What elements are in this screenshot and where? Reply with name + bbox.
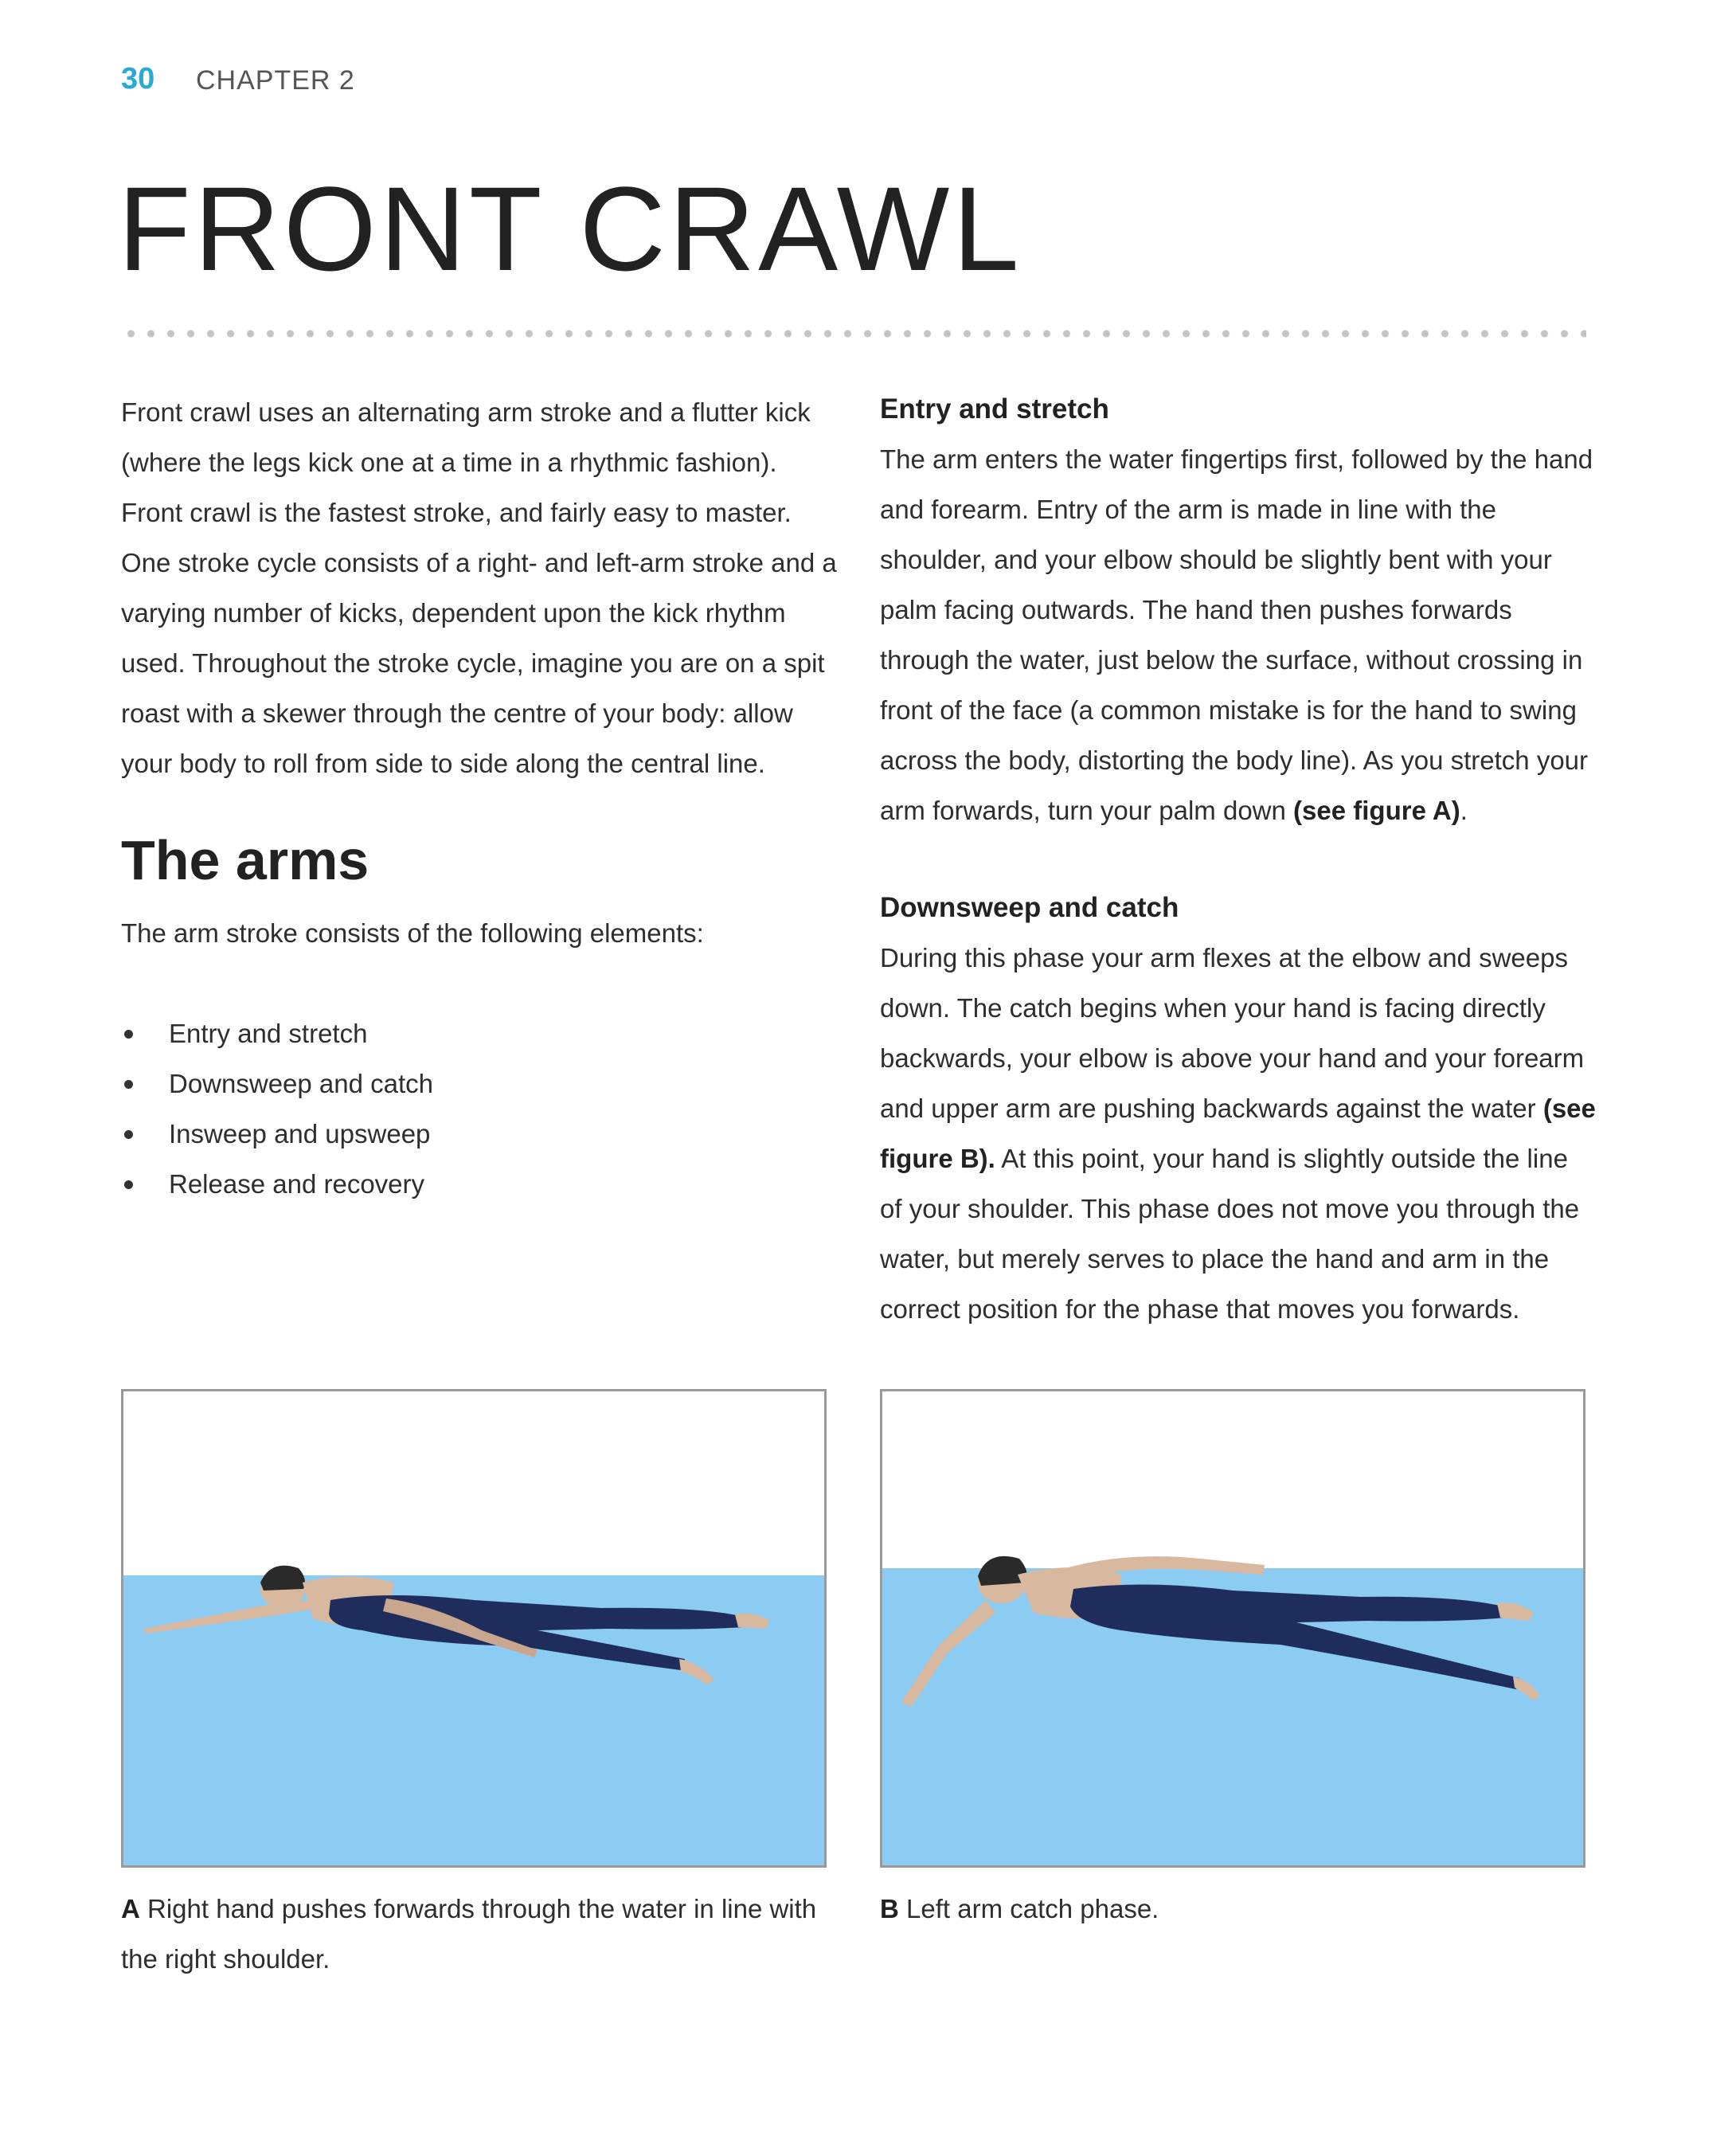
downsweep-text-a: During this phase your arm flexes at the elbow and sweeps down. The catch begins when your hand is facing directly backwards, your elbow is above your hand and your forearm and upper arm are pushing backwards against the water xyxy=(880,943,1585,1123)
bullet-icon xyxy=(124,1130,133,1139)
page-number: 30 xyxy=(121,62,155,96)
figure-a-caption-text: Right hand pushes forwards through the water in line with the right shoulder. xyxy=(121,1894,817,1974)
downsweep-catch-section xyxy=(880,882,1597,1334)
figure-a-image xyxy=(121,1389,827,1868)
list-item xyxy=(121,1008,838,1058)
section-heading-arms: The arms xyxy=(121,829,369,891)
figure-b-swimmer-illustration xyxy=(882,1391,1583,1865)
list-item-label: Downsweep and catch xyxy=(169,1069,434,1098)
list-item xyxy=(121,1159,838,1209)
entry-stretch-section xyxy=(880,384,1597,835)
downsweep-catch-paragraph xyxy=(880,933,1597,1334)
entry-stretch-heading: Entry and stretch xyxy=(880,393,1109,425)
list-item-label: Entry and stretch xyxy=(169,1019,368,1048)
arms-lead: The arm stroke consists of the following elements: xyxy=(121,918,704,948)
list-item xyxy=(121,1109,838,1159)
downsweep-text-b: At this point, your hand is slightly outside the line of your shoulder. This phase does not move you through the water, but merely serves to place the hand and arm in the correct position for the phase that moves you forwards. xyxy=(880,1144,1580,1324)
figure-a-caption xyxy=(121,1884,822,1984)
chapter-label: CHAPTER 2 xyxy=(196,65,355,96)
bullet-icon xyxy=(124,1030,133,1039)
downsweep-catch-heading: Downsweep and catch xyxy=(880,892,1179,923)
figure-a-letter: A xyxy=(121,1894,140,1923)
arm-elements-list xyxy=(121,1008,838,1209)
bullet-icon xyxy=(124,1080,133,1089)
entry-stretch-paragraph xyxy=(880,434,1597,835)
list-item-label: Insweep and upsweep xyxy=(169,1119,431,1148)
entry-stretch-end: . xyxy=(1460,796,1468,825)
figure-b-caption xyxy=(880,1884,1581,1934)
figure-b-caption-text: Left arm catch phase. xyxy=(906,1894,1159,1923)
figure-b-image xyxy=(880,1389,1585,1868)
figure-a-reference: (see figure A) xyxy=(1293,796,1460,825)
dotted-divider xyxy=(121,328,1586,339)
entry-stretch-text: The arm enters the water fingertips first, followed by the hand and forearm. Entry of the arm is made in line with the shoulder, and your elbow should be slightly bent with your palm facing outwards. The hand then pushes forwards through the water, just below the surface, without crossing in front of the face (a common mistake is for the hand to swing across the body, distorting the body line). As you stretch your arm forwards, turn your palm down xyxy=(880,444,1593,825)
figure-b-reference: (see figure B). xyxy=(880,1094,1596,1173)
page-title: FRONT CRAWL xyxy=(118,162,1022,295)
figure-a-swimmer-illustration xyxy=(123,1391,824,1865)
list-item xyxy=(121,1058,838,1109)
list-item-label: Release and recovery xyxy=(169,1169,425,1199)
bullet-icon xyxy=(124,1180,133,1189)
intro-paragraph: Front crawl uses an alternating arm stroke and a flutter kick (where the legs kick one at a time in a rhythmic fashion). Front crawl is the fastest stroke, and fairly easy to master. One stroke cycle consists of a right- and left-arm stroke and a varying number of kicks, dependent upon the kick rhythm used. Throughout the stroke cycle, imagine you are on a spit roast with a skewer through the centre of your body: allow your body to roll from side to side along the central line. xyxy=(121,397,837,778)
figure-b-letter: B xyxy=(880,1894,899,1923)
